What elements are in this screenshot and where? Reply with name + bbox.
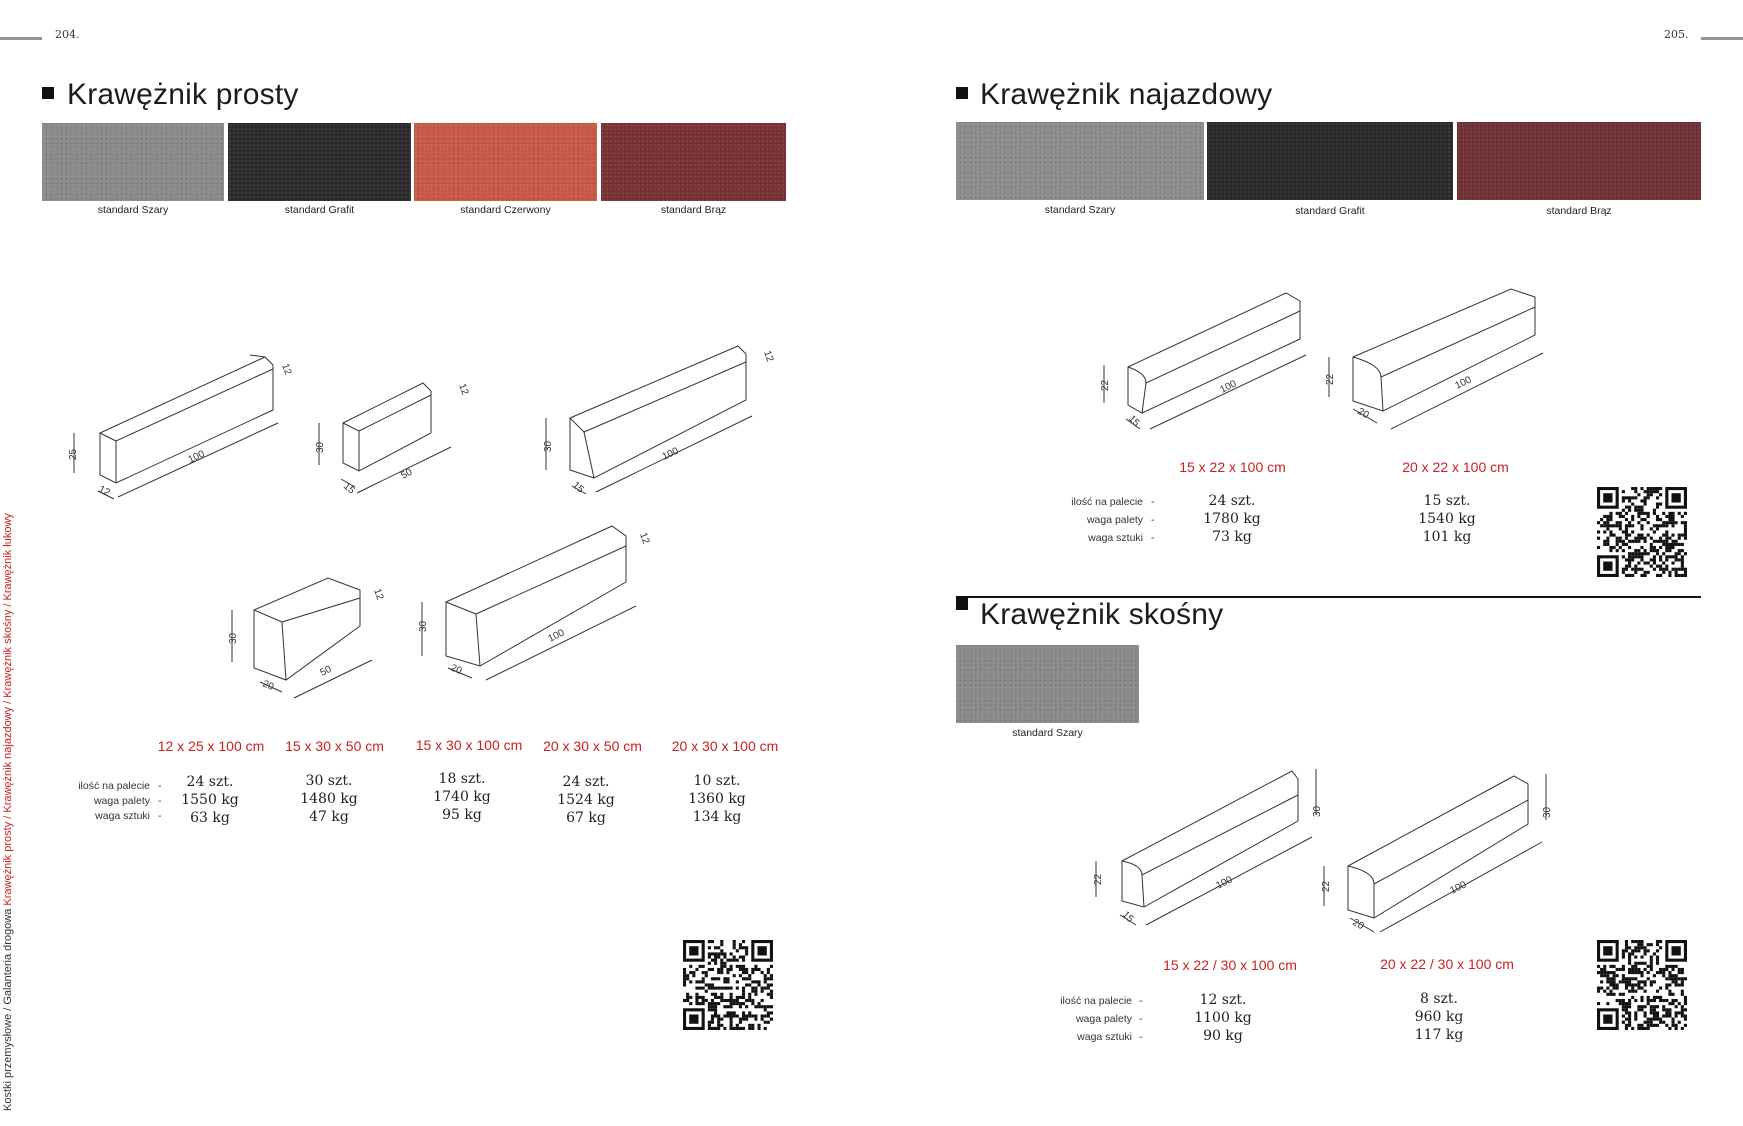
row-label-pallet: waga palety <box>1086 514 1143 526</box>
swatch-label: standard Szary <box>97 204 169 216</box>
row-label-pallet: waga palety <box>93 795 150 807</box>
spec-unit: 90 kg <box>1203 1028 1243 1044</box>
dim-width: 15 <box>341 480 357 497</box>
row-dash: - <box>1151 496 1155 508</box>
dim-length: 100 <box>546 627 567 645</box>
row-label-qty: ilość na palecie <box>1060 995 1132 1007</box>
dim-length: 100 <box>1453 374 1474 392</box>
product-dims: 15 x 30 x 50 cm <box>285 738 384 754</box>
spec-pallet: 960 kg <box>1414 1009 1464 1025</box>
swatch-najazdowy-1 <box>1207 122 1453 200</box>
row-label-unit: waga sztuki <box>1088 532 1143 544</box>
dim-height: 30 <box>418 620 429 632</box>
dim-top: 12 <box>456 382 471 397</box>
drawing-najazdowy-0 <box>1090 285 1320 445</box>
dim-length: 100 <box>186 448 207 466</box>
row-label-qty: ilość na palecie <box>78 780 150 792</box>
product-dims: 20 x 30 x 50 cm <box>543 738 642 754</box>
drawing-prosty-4 <box>400 520 660 680</box>
dim-height-back: 30 <box>1542 806 1553 818</box>
swatch-label: standard Grafit <box>1295 205 1365 217</box>
drawing-skosny-0 <box>1090 765 1330 930</box>
spec-pallet: 1480 kg <box>300 791 358 807</box>
page-rule-right <box>1701 37 1743 40</box>
row-dash: - <box>158 810 162 822</box>
product-dims: 20 x 22 x 100 cm <box>1402 459 1509 475</box>
section-bullet <box>956 598 968 610</box>
spec-pallet: 1780 kg <box>1203 511 1261 527</box>
dim-width: 15 <box>1125 413 1142 429</box>
dim-height: 22 <box>1321 880 1332 892</box>
dim-height: 30 <box>228 632 239 644</box>
spec-qty: 24 szt. <box>186 774 234 790</box>
swatch-prosty-1 <box>228 123 411 201</box>
spec-unit: 47 kg <box>309 809 349 825</box>
drawing-prosty-0 <box>60 345 294 505</box>
qr-code-icon[interactable] <box>1597 487 1687 577</box>
dim-length: 50 <box>399 466 415 482</box>
spec-pallet: 1540 kg <box>1418 511 1476 527</box>
spec-qty: 15 szt. <box>1423 493 1471 509</box>
dim-length: 100 <box>1214 874 1235 892</box>
page-rule-left <box>0 37 42 40</box>
spec-qty: 18 szt. <box>438 771 486 787</box>
drawing-prosty-3 <box>220 570 390 705</box>
dim-height: 30 <box>315 441 326 453</box>
spec-qty: 10 szt. <box>693 773 741 789</box>
dim-width: 20 <box>1350 917 1366 933</box>
dim-width: 20 <box>260 678 276 693</box>
dim-height-back: 30 <box>1312 805 1323 817</box>
product-dims: 15 x 30 x 100 cm <box>415 737 523 753</box>
row-dash: - <box>158 795 162 807</box>
swatch-najazdowy-0 <box>956 122 1204 200</box>
swatch-label: standard Szary <box>1012 727 1083 739</box>
product-dims: 20 x 22 / 30 x 100 cm <box>1380 956 1514 972</box>
swatch-prosty-2 <box>414 123 597 201</box>
dim-top: 12 <box>637 531 652 546</box>
product-dims: 20 x 30 x 100 cm <box>671 738 779 754</box>
dim-height: 22 <box>1100 379 1111 391</box>
spec-qty: 24 szt. <box>1208 493 1256 509</box>
dim-width: 15 <box>570 479 586 496</box>
section-title-skosny: Krawężnik skośny <box>980 598 1224 631</box>
swatch-label: standard Czerwony <box>460 204 551 216</box>
spec-qty: 30 szt. <box>305 773 353 789</box>
swatch-label: standard Brąz <box>660 204 727 216</box>
spec-pallet: 1550 kg <box>181 792 239 808</box>
swatch-prosty-3 <box>601 123 786 201</box>
row-dash: - <box>1139 1031 1143 1043</box>
dim-width: 20 <box>448 662 464 677</box>
dim-height: 30 <box>543 440 554 452</box>
dim-width: 15 <box>1119 909 1136 925</box>
spec-pallet: 1360 kg <box>688 791 746 807</box>
qr-code-icon[interactable] <box>683 940 773 1030</box>
dim-height: 25 <box>68 448 79 460</box>
row-label-unit: waga sztuki <box>1077 1031 1132 1043</box>
spec-qty: 8 szt. <box>1420 991 1458 1007</box>
row-dash: - <box>1139 995 1143 1007</box>
spec-qty: 12 szt. <box>1199 992 1247 1008</box>
dim-length: 50 <box>318 663 334 679</box>
page-number-left: 204. <box>55 28 80 41</box>
row-dash: - <box>1151 532 1155 544</box>
product-dims: 15 x 22 / 30 x 100 cm <box>1163 957 1297 973</box>
dim-width: 12 <box>96 483 112 499</box>
row-label-qty: ilość na palecie <box>1071 496 1143 508</box>
page-number-right: 205. <box>1664 28 1689 41</box>
spec-unit: 63 kg <box>190 810 230 826</box>
qr-code-icon[interactable] <box>1597 940 1687 1030</box>
drawing-prosty-2 <box>540 340 780 505</box>
drawing-skosny-1 <box>1318 770 1558 935</box>
swatch-skosny-0 <box>956 645 1139 723</box>
dim-height: 22 <box>1325 373 1336 385</box>
drawing-prosty-1 <box>305 375 475 505</box>
spec-unit: 95 kg <box>442 807 482 823</box>
spec-unit: 117 kg <box>1414 1027 1464 1043</box>
dim-height: 22 <box>1093 873 1104 885</box>
spec-qty: 24 szt. <box>562 774 610 790</box>
dim-length: 100 <box>660 445 681 463</box>
drawing-najazdowy-1 <box>1315 285 1550 445</box>
spec-pallet: 1740 kg <box>433 789 491 805</box>
dim-top: 12 <box>279 362 294 377</box>
swatch-label: standard Grafit <box>284 204 355 216</box>
swatch-prosty-0 <box>42 123 224 201</box>
row-dash: - <box>1151 514 1155 526</box>
row-dash: - <box>1139 1013 1143 1025</box>
spec-pallet: 1524 kg <box>557 792 615 808</box>
spec-unit: 134 kg <box>692 809 742 825</box>
swatch-label: standard Brąz <box>1546 205 1612 217</box>
spec-pallet: 1100 kg <box>1194 1010 1252 1026</box>
row-label-unit: waga sztuki <box>95 810 150 822</box>
row-label-pallet: waga palety <box>1075 1013 1132 1025</box>
spec-unit: 101 kg <box>1422 529 1472 545</box>
dim-length: 100 <box>1448 879 1469 897</box>
section-bullet <box>42 87 54 99</box>
swatch-najazdowy-2 <box>1457 122 1701 200</box>
dim-length: 100 <box>1218 378 1239 396</box>
section-title-prosty: Krawężnik prosty <box>67 78 299 111</box>
spec-unit: 73 kg <box>1212 529 1252 545</box>
sidebar-breadcrumb <box>2 491 14 1111</box>
section-bullet <box>956 87 968 99</box>
sidebar-breadcrumb-category: Kostki przemysłowe / Galanteria drogowa <box>2 908 14 1111</box>
dim-top: 12 <box>371 587 386 602</box>
section-title-najazdowy: Krawężnik najazdowy <box>980 78 1273 111</box>
row-dash: - <box>158 780 162 792</box>
swatch-label: standard Szary <box>1044 204 1116 216</box>
sidebar-breadcrumb-products: Krawężnik prosty / Krawężnik najazdowy / Krawężnik skośny / Krawężnik łukowy <box>2 513 14 906</box>
product-dims: 12 x 25 x 100 cm <box>157 738 265 754</box>
product-dims: 15 x 22 x 100 cm <box>1179 459 1286 475</box>
dim-width: 20 <box>1355 406 1371 422</box>
dim-top: 12 <box>761 349 776 364</box>
spec-unit: 67 kg <box>566 810 606 826</box>
